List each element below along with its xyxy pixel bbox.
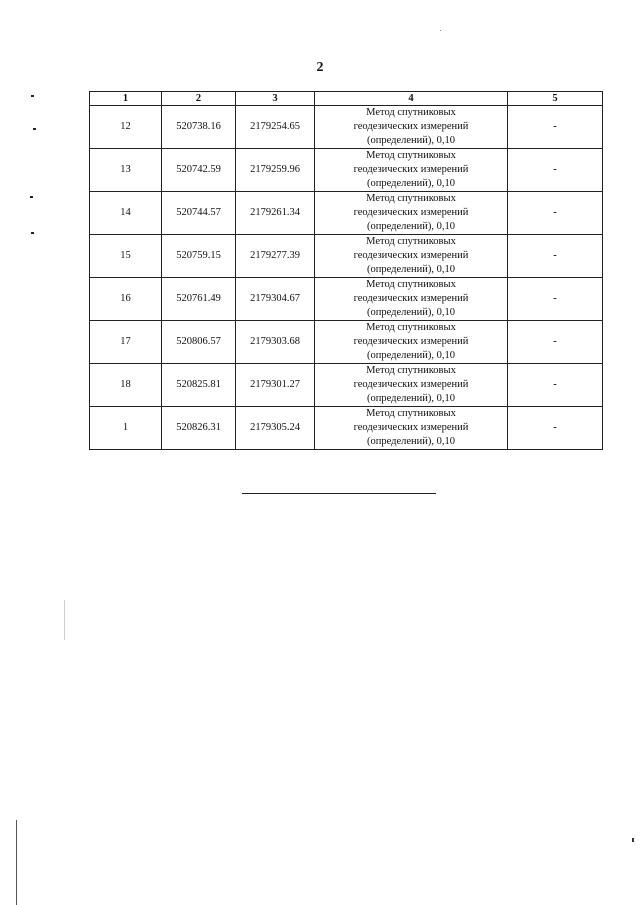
x-coordinate-cell: 520744.57 <box>162 192 236 235</box>
col5-cell: - <box>508 149 603 192</box>
column-header-1: 1 <box>90 92 162 106</box>
page-number: 2 <box>316 60 324 75</box>
end-of-document-rule <box>242 493 436 494</box>
point-number-cell: 16 <box>90 278 162 321</box>
point-number-cell: 18 <box>90 364 162 407</box>
point-number-cell: 12 <box>90 106 162 149</box>
column-header-2: 2 <box>162 92 236 106</box>
table-row <box>90 106 603 149</box>
point-number-cell: 14 <box>90 192 162 235</box>
col5-cell: - <box>508 192 603 235</box>
table-row <box>90 364 603 407</box>
method-cell: Метод спутниковых геодезических измерений (определений), 0,10 <box>315 321 508 364</box>
point-number-cell: 15 <box>90 235 162 278</box>
table-row <box>90 407 603 450</box>
column-header-4: 4 <box>315 92 508 106</box>
point-number-cell: 17 <box>90 321 162 364</box>
x-coordinate-cell: 520759.15 <box>162 235 236 278</box>
table-row <box>90 235 603 278</box>
table-row <box>90 321 603 364</box>
scan-artifact-dot <box>632 838 634 842</box>
method-cell: Метод спутниковых геодезических измерений (определений), 0,10 <box>315 149 508 192</box>
scan-artifact-dot <box>30 196 33 198</box>
col5-cell: - <box>508 407 603 450</box>
y-coordinate-cell: 2179305.24 <box>236 407 315 450</box>
table-row <box>90 149 603 192</box>
scan-faint-line <box>64 600 65 640</box>
scan-artifact-dot <box>440 30 441 31</box>
scan-artifact-dot <box>31 232 34 234</box>
x-coordinate-cell: 520806.57 <box>162 321 236 364</box>
point-number-cell: 13 <box>90 149 162 192</box>
point-number-cell: 1 <box>90 407 162 450</box>
col5-cell: - <box>508 235 603 278</box>
scan-artifact-dot <box>31 95 34 97</box>
y-coordinate-cell: 2179259.96 <box>236 149 315 192</box>
col5-cell: - <box>508 106 603 149</box>
y-coordinate-cell: 2179277.39 <box>236 235 315 278</box>
col5-cell: - <box>508 321 603 364</box>
column-header-5: 5 <box>508 92 603 106</box>
y-coordinate-cell: 2179261.34 <box>236 192 315 235</box>
table-row <box>90 192 603 235</box>
method-cell: Метод спутниковых геодезических измерений (определений), 0,10 <box>315 106 508 149</box>
method-cell: Метод спутниковых геодезических измерений (определений), 0,10 <box>315 364 508 407</box>
table-row <box>90 278 603 321</box>
x-coordinate-cell: 520761.49 <box>162 278 236 321</box>
scan-artifact-dot <box>33 128 36 130</box>
col5-cell: - <box>508 278 603 321</box>
table-header-row <box>90 92 603 106</box>
scan-edge-line <box>16 820 17 905</box>
col5-cell: - <box>508 364 603 407</box>
y-coordinate-cell: 2179304.67 <box>236 278 315 321</box>
x-coordinate-cell: 520825.81 <box>162 364 236 407</box>
method-cell: Метод спутниковых геодезических измерений (определений), 0,10 <box>315 235 508 278</box>
method-cell: Метод спутниковых геодезических измерений (определений), 0,10 <box>315 407 508 450</box>
y-coordinate-cell: 2179254.65 <box>236 106 315 149</box>
method-cell: Метод спутниковых геодезических измерений (определений), 0,10 <box>315 192 508 235</box>
x-coordinate-cell: 520738.16 <box>162 106 236 149</box>
coordinates-table <box>89 91 603 450</box>
method-cell: Метод спутниковых геодезических измерений (определений), 0,10 <box>315 278 508 321</box>
column-header-3: 3 <box>236 92 315 106</box>
y-coordinate-cell: 2179301.27 <box>236 364 315 407</box>
y-coordinate-cell: 2179303.68 <box>236 321 315 364</box>
x-coordinate-cell: 520742.59 <box>162 149 236 192</box>
x-coordinate-cell: 520826.31 <box>162 407 236 450</box>
